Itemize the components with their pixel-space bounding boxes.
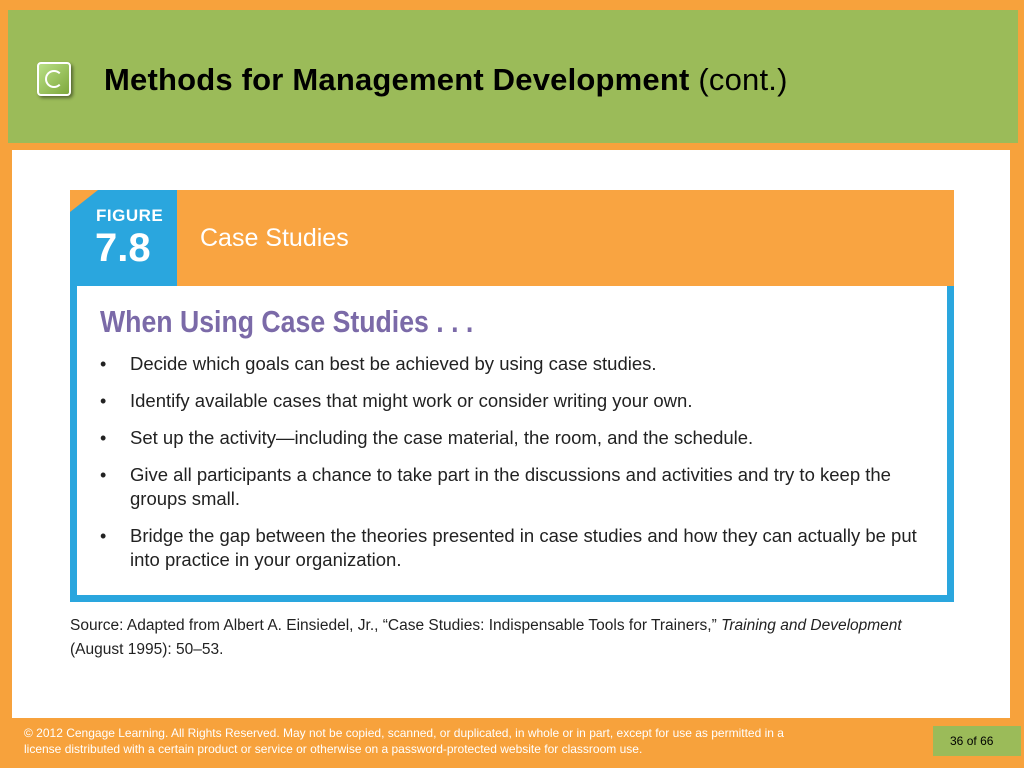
source-date: (August 1995): 50–53. [70, 641, 224, 658]
bullet-icon: • [100, 391, 107, 411]
slide-title [104, 62, 788, 106]
figure-title: Case Studies [200, 224, 349, 252]
list-item [100, 426, 940, 450]
page-total: 66 [980, 734, 994, 748]
list-item-text: Decide which goals can best be achieved by using case studies. [130, 353, 657, 374]
list-item-text: Set up the activity—including the case material, the room, and the schedule. [130, 427, 754, 448]
bullet-list [100, 352, 940, 585]
slide-bullet-icon [37, 62, 71, 96]
copyright-notice: © 2012 Cengage Learning. All Rights Reserved. May not be copied, scanned, or duplicated, in whole or in part, except for use as permitted in a license distributed with a certain product or service or otherwise on a password-protected website for classroom use. [24, 726, 784, 756]
list-item [100, 389, 940, 413]
source-journal: Training and Development [721, 617, 902, 634]
list-item [100, 463, 940, 511]
page-number [950, 734, 993, 748]
page-current: 36 [950, 734, 964, 748]
slide-title-main: Methods for Management Development [104, 62, 690, 97]
list-item [100, 352, 940, 376]
bullet-icon: • [100, 465, 107, 485]
bullet-icon: • [100, 526, 107, 546]
bullet-icon: • [100, 354, 107, 374]
source-text: Source: Adapted from Albert A. Einsiedel, Jr., “Case Studies: Indispensable Tools for Trainers,” [70, 617, 722, 634]
list-item-text: Identify available cases that might work or consider writing your own. [130, 390, 693, 411]
bullet-icon: • [100, 428, 107, 448]
figure-number: 7.8 [95, 226, 151, 270]
figure-heading: When Using Case Studies . . . [100, 304, 474, 339]
list-item-text: Give all participants a chance to take part in the discussions and activities and try to keep the groups small. [130, 464, 891, 509]
list-item-text: Bridge the gap between the theories presented in case studies and how they can actually be put into practice in your organization. [130, 525, 917, 570]
list-item [100, 524, 940, 572]
source-citation [70, 614, 950, 662]
page-of: of [966, 734, 977, 748]
slide-title-suffix: (cont.) [689, 62, 788, 97]
figure-label: FIGURE [96, 206, 164, 225]
swirl-icon [45, 70, 63, 88]
